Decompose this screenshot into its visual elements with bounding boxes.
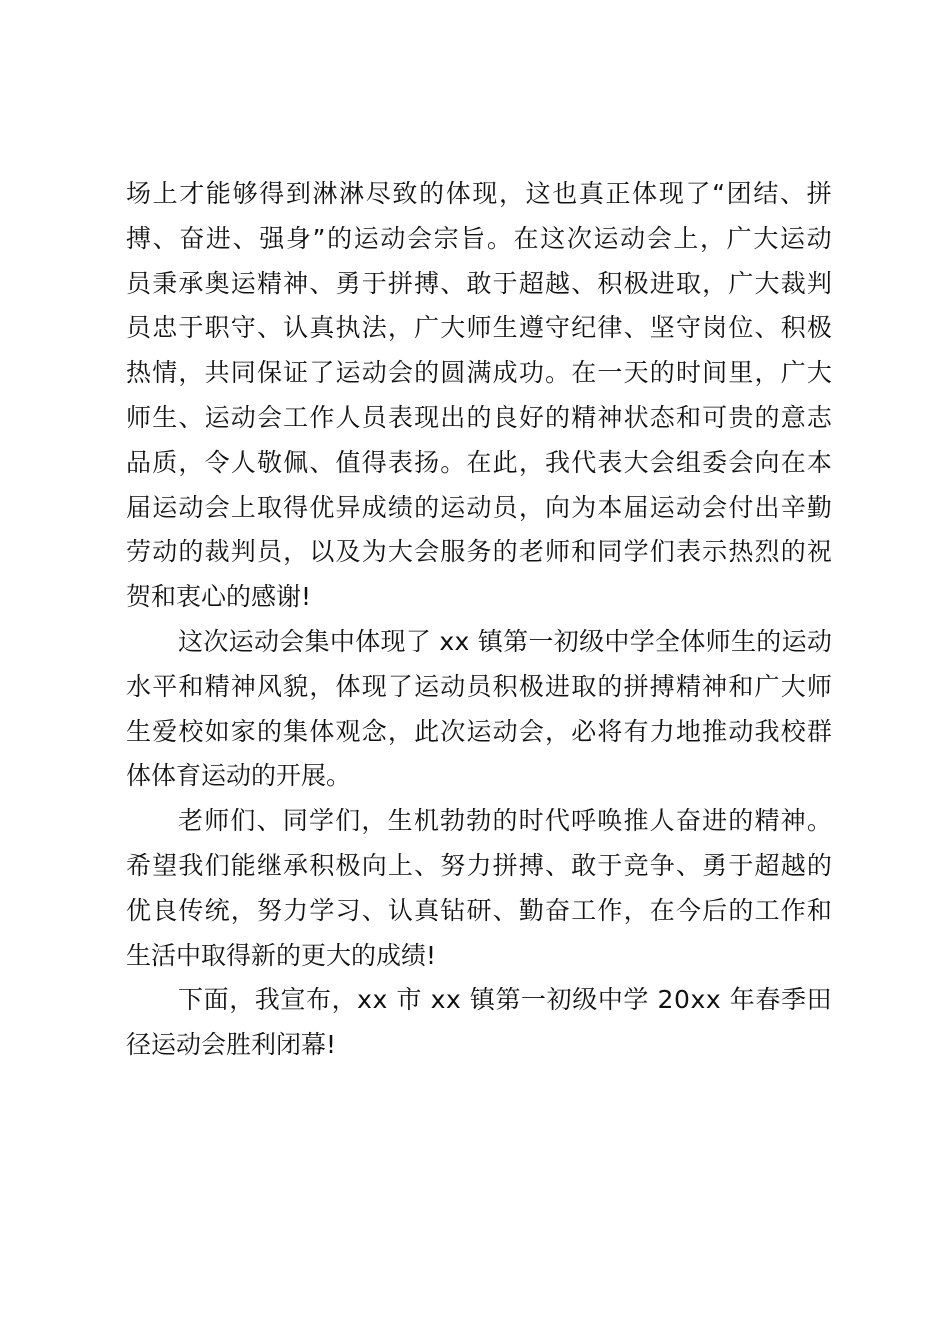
text-line: 水 平 和 精 神 风 貌 ， 体 现 了 运 动 员 积 极 进 取 的 拼 搏 精 神 和 广 大 师 [126,671,832,701]
text-line: 生活中取得新的更大的成绩! [126,940,437,970]
text-line: 员 秉 承 奥 运 精 神 、 勇 于 拼 搏 、 敢 于 超 越 、 积 极 进 取 ， 广 大 裁 判 [126,268,832,298]
text-line: 热 情 ， 共 同 保 证 了 运 动 会 的 圆 满 成 功 。 在 一 天 的 时 间 里 ， 广 大 [126,358,832,388]
text-line: 老 师 们 、 同 学 们 ， 生 机 勃 勃 的 时 代 呼 唤 推 人 奋 进 的 精 神 。 [178,806,832,836]
paragraph-3 [126,799,832,978]
text-line: 下 面 ， 我 宣 布 ， x x 市 x x 镇 第 一 初 级 中 学 2 0 x x 年 春 季 田 [178,985,832,1015]
text-line: 场 上 才 能 够 得 到 淋 淋 尽 致 的 体 现 ， 这 也 真 正 体 现 了 “ 团 结 、 拼 [126,179,832,208]
text-line: 届 运 动 会 上 取 得 优 异 成 绩 的 运 动 员 ， 向 为 本 届 运 动 会 付 出 辛 勤 [126,492,832,522]
text-line: 生 爱 校 如 家 的 集 体 观 念 ， 此 次 运 动 会 ， 必 将 有 力 地 推 动 我 校 群 [126,716,832,746]
body-text [126,172,832,1068]
text-line: 这 次 运 动 会 集 中 体 现 了 x x 镇 第 一 初 级 中 学 全 体 师 生 的 运 动 [178,626,832,656]
text-line: 优 良 传 统 ， 努 力 学 习 、 认 真 钻 研 、 勤 奋 工 作 ， 在 今 后 的 工 作 和 [126,895,832,925]
text-line: 径运动会胜利闭幕! [126,1030,337,1060]
text-line: 品 质 ， 令 人 敬 佩 、 值 得 表 扬 。 在 此 ， 我 代 表 大 会 组 委 会 向 在 本 [126,447,832,477]
text-line: 师 生 、 运 动 会 工 作 人 员 表 现 出 的 良 好 的 精 神 状 态 和 可 贵 的 意 志 [126,402,832,432]
text-line: 搏 、 奋 进 、 强 身 ” 的 运 动 会 宗 旨 。 在 这 次 运 动 会 上 ， 广 大 运 动 [126,223,832,253]
text-line: 员 忠 于 职 守 、 认 真 执 法 ， 广 大 师 生 遵 守 纪 律 、 坚 守 岗 位 、 积 极 [126,313,832,343]
paragraph-4 [126,978,832,1068]
text-line: 贺和衷心的感谢! [126,582,312,612]
paragraph-2 [126,620,832,799]
text-line: 希 望 我 们 能 继 承 积 极 向 上 、 努 力 拼 搏 、 敢 于 竞 争 、 勇 于 超 越 的 [126,850,832,880]
paragraph-1 [126,172,832,620]
text-line: 劳 动 的 裁 判 员 ， 以 及 为 大 会 服 务 的 老 师 和 同 学 们 表 示 热 烈 的 祝 [126,537,832,567]
text-line: 体体育运动的开展。 [126,761,352,791]
